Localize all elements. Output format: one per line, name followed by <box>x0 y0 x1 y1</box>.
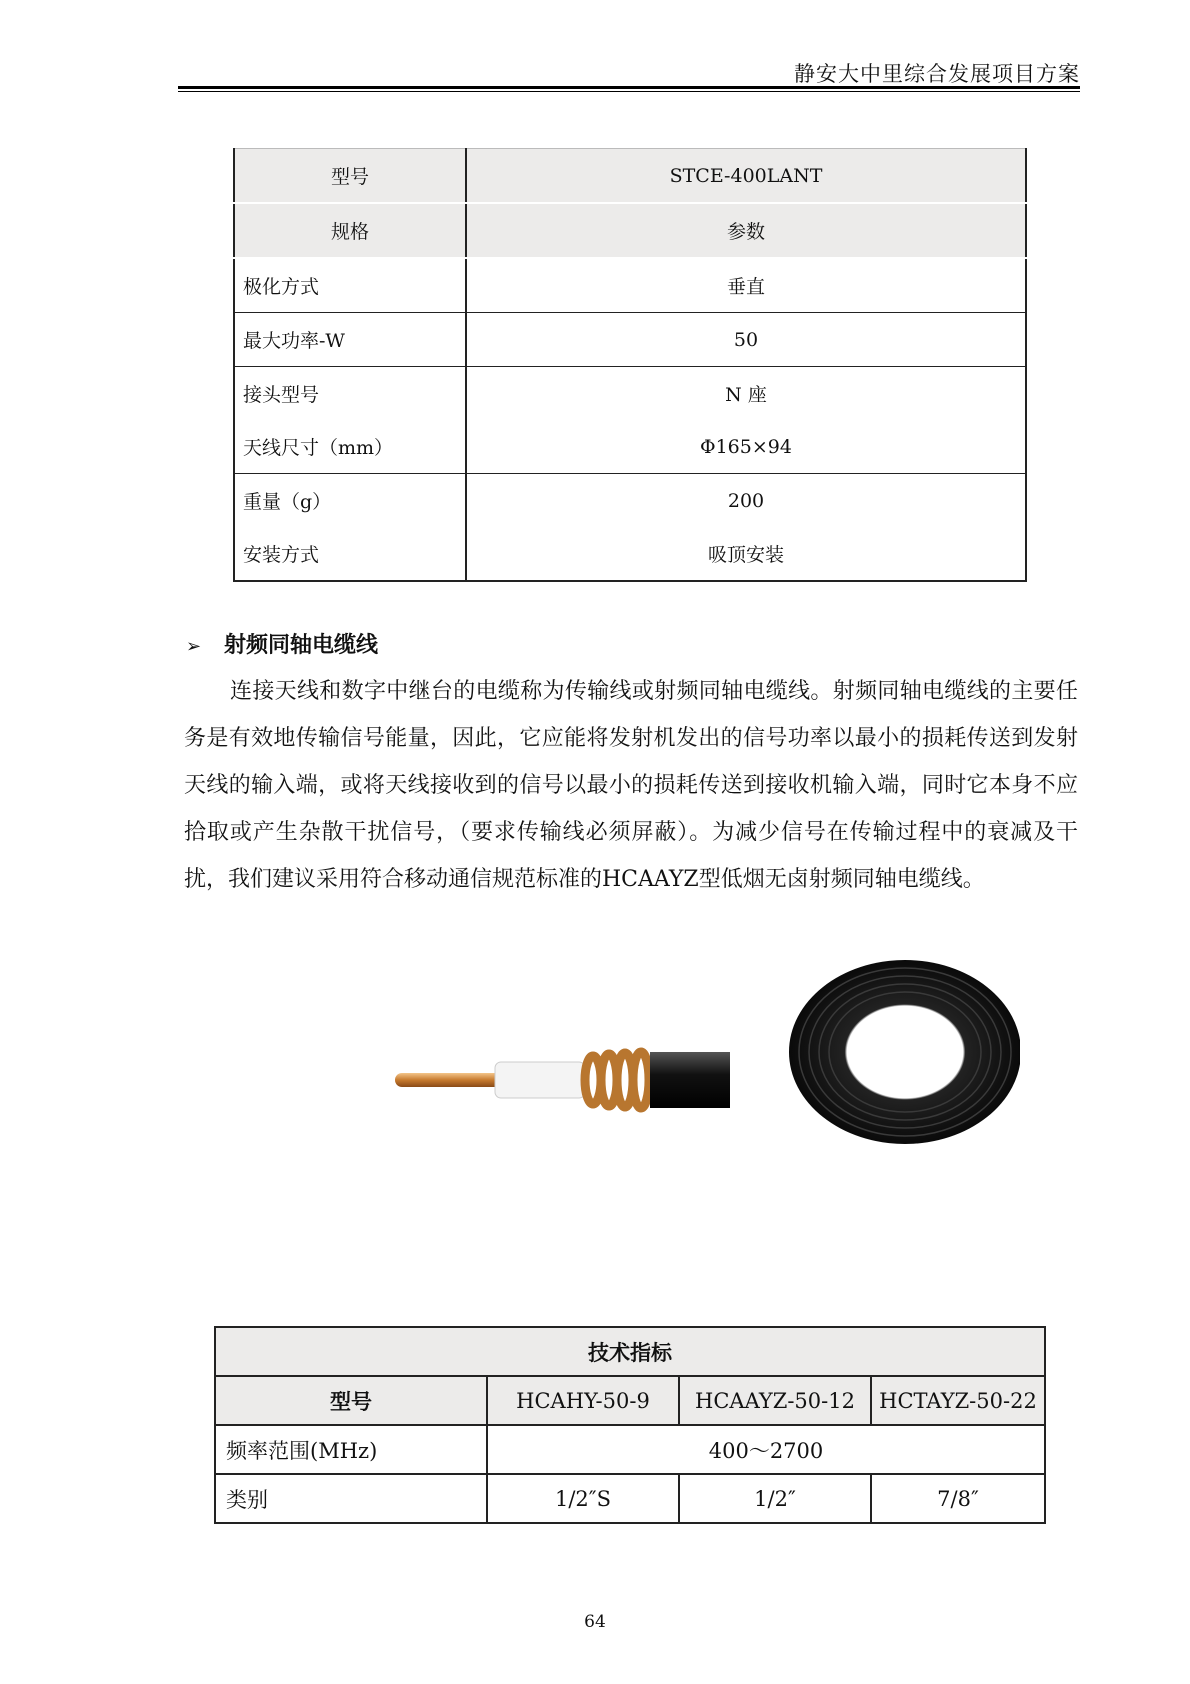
model-cell: HCTAYZ-50-22 <box>871 1376 1045 1425</box>
spec-value: 参数 <box>466 203 1026 258</box>
page-number: 64 <box>584 1612 606 1632</box>
arrow-bullet-icon: ➢ <box>186 636 202 657</box>
section-heading-text: 射频同轴电缆线 <box>224 633 379 658</box>
table-row <box>234 474 1026 528</box>
table-row <box>234 258 1026 313</box>
coaxial-cable-image <box>395 960 1020 1146</box>
cable-braid <box>585 1052 649 1108</box>
spec-value: Φ165×94 <box>466 420 1026 474</box>
cable-jacket <box>650 1052 730 1108</box>
spec-label: 型号 <box>234 149 466 204</box>
tech-table-title: 技术指标 <box>215 1327 1045 1376</box>
spec-value: 吸顶安装 <box>466 527 1026 581</box>
spec-label: 接头型号 <box>234 367 466 421</box>
freq-value: 400～2700 <box>487 1425 1045 1474</box>
spec-label: 安装方式 <box>234 527 466 581</box>
category-cell: 7/8″ <box>871 1474 1045 1523</box>
table-row <box>215 1474 1045 1523</box>
spec-value: 200 <box>466 474 1026 528</box>
freq-label: 频率范围(MHz) <box>215 1425 487 1474</box>
category-cell: 1/2″S <box>487 1474 679 1523</box>
table-row <box>234 367 1026 421</box>
spec-value: N 座 <box>466 367 1026 421</box>
table-row <box>234 149 1026 204</box>
spec-value: 50 <box>466 313 1026 367</box>
category-label: 类别 <box>215 1474 487 1523</box>
tech-spec-table <box>214 1326 1046 1524</box>
table-row <box>234 420 1026 474</box>
model-cell: HCAAYZ-50-12 <box>679 1376 871 1425</box>
cable-dielectric <box>495 1062 585 1098</box>
header-rule <box>178 86 1080 89</box>
table-row <box>215 1376 1045 1425</box>
header-rule-thin <box>178 91 1080 92</box>
spec-value: 垂直 <box>466 258 1026 313</box>
body-paragraph: 连接天线和数字中继台的电缆称为传输线或射频同轴电缆线。射频同轴电缆线的主要任务是有效地传输信号能量，因此，它应能将发射机发出的信号功率以最小的损耗传送到发射天线的输入端，或将天线接收到的信号以最小的损耗传送到接收机输入端，同时它本身不应拾取或产生杂散干扰信号，（要求传输线必须屏蔽）。为减少信号在传输过程中的衰减及干扰，我们建议采用符合移动通信规范标准的HCAAYZ型低烟无卤射频同轴电缆线。 <box>184 679 1078 892</box>
spec-label: 天线尺寸（mm） <box>234 420 466 474</box>
spec-label: 规格 <box>234 203 466 258</box>
table-row <box>215 1327 1045 1376</box>
section-heading <box>186 628 378 659</box>
table-row <box>234 203 1026 258</box>
cable-inner-conductor <box>395 1073 505 1087</box>
antenna-spec-table <box>233 148 1027 582</box>
category-cell: 1/2″ <box>679 1474 871 1523</box>
table-row <box>234 313 1026 367</box>
model-cell: HCAHY-50-9 <box>487 1376 679 1425</box>
header-title: 静安大中里综合发展项目方案 <box>794 62 1080 86</box>
spec-label: 重量（g） <box>234 474 466 528</box>
model-label: 型号 <box>215 1376 487 1425</box>
table-row <box>234 527 1026 581</box>
cable-coil <box>789 960 1020 1144</box>
table-row <box>215 1425 1045 1474</box>
spec-label: 最大功率-W <box>234 313 466 367</box>
spec-label: 极化方式 <box>234 258 466 313</box>
spec-value: STCE-400LANT <box>466 149 1026 204</box>
